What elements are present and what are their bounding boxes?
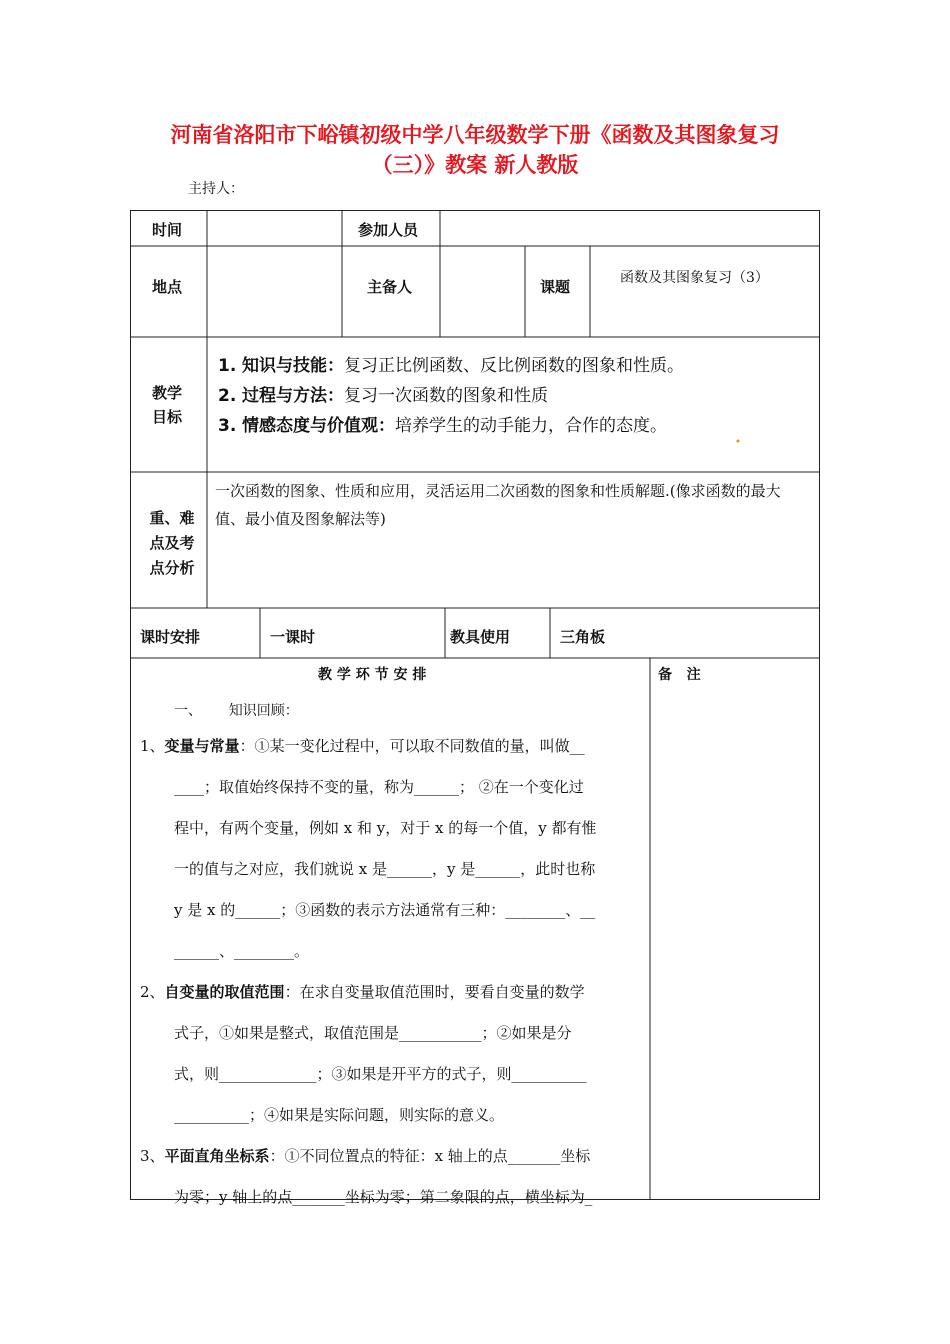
plan-line xyxy=(174,1022,572,1043)
document-title xyxy=(130,120,820,180)
participants-label: 参加人员 xyxy=(358,221,419,239)
focus-text: 一次函数的图象、性质和应用，灵活运用二次函数的图象和性质解题.(像求函数的最大值、最小值及图象解法等) xyxy=(215,482,781,528)
plan-line xyxy=(174,940,309,961)
tools-label: 教具使用 xyxy=(450,628,511,646)
item-term: 变量与常量 xyxy=(164,737,240,755)
goal-number: 2. xyxy=(218,386,237,406)
plan-line xyxy=(174,1063,587,1084)
plan-line xyxy=(140,1145,590,1166)
remarks-heading: 备 注 xyxy=(658,667,701,683)
item-number: 1、 xyxy=(140,737,165,755)
goal-text: 复习正比例函数、反比例函数的图象和性质。 xyxy=(344,356,684,376)
goal-item xyxy=(218,411,667,436)
goal-number: 3. xyxy=(218,416,237,436)
goal-text: 复习一次函数的图象和性质 xyxy=(344,386,548,406)
item-term: 自变量的取值范围 xyxy=(164,983,285,1001)
topic-value: 函数及其图象复习（3） xyxy=(620,270,769,286)
plan-line xyxy=(174,776,584,797)
item-text: 式，则_____________；③如果是开平方的式子，则__________ xyxy=(174,1065,587,1083)
plan-heading: 教 学 环 节 安 排 xyxy=(318,667,427,683)
time-label: 时间 xyxy=(152,221,183,239)
item-text: ：在求自变量取值范围时，要看自变量的数学 xyxy=(284,983,585,1001)
preparer-label: 主备人 xyxy=(367,278,413,296)
item-text: ______、________。 xyxy=(174,942,310,960)
item-text: ：①某一变化过程中，可以取不同数值的量，叫做__ xyxy=(239,737,585,755)
period-label: 课时安排 xyxy=(140,628,201,646)
plan-line xyxy=(174,817,596,838)
item-number: 2、 xyxy=(140,983,165,1001)
place-label: 地点 xyxy=(152,278,183,296)
item-text: ____；取值始终保持不变的量，称为______； ②在一个变化过 xyxy=(174,778,584,796)
item-text: ：①不同位置点的特征：x 轴上的点_______坐标 xyxy=(269,1147,591,1165)
item-text: 一的值与之对应，我们就说 x 是______，y 是______，此时也称 xyxy=(174,860,596,878)
plan-line xyxy=(174,899,595,920)
title-line-2: （三）》教案 新人教版 xyxy=(371,153,579,177)
topic-label: 课题 xyxy=(540,278,571,296)
item-term: 平面直角坐标系 xyxy=(164,1147,270,1165)
item-text: __________；④如果是实际问题，则实际的意义。 xyxy=(174,1106,505,1124)
period-value: 一课时 xyxy=(270,628,316,646)
item-text: y 是 x 的______；③函数的表示方法通常有三种：________、__ xyxy=(174,901,596,919)
section-heading: 一、 知识回顾： xyxy=(174,703,299,719)
tools-value: 三角板 xyxy=(560,628,606,646)
goals-label: 教学 目标 xyxy=(152,384,183,426)
goal-key: 知识与技能： xyxy=(242,356,344,376)
plan-line xyxy=(140,981,585,1002)
item-text: 式子，①如果是整式，取值范围是___________；②如果是分 xyxy=(174,1024,572,1042)
goal-key: 情感态度与价值观： xyxy=(242,416,395,436)
goal-text: 培养学生的动手能力，合作的态度。 xyxy=(395,416,667,436)
host-label: 主持人： xyxy=(188,181,244,197)
plan-line xyxy=(174,858,595,879)
item-text: 为零；y 轴上的点_______坐标为零；第二象限的点，横坐标为_ xyxy=(174,1188,593,1206)
goal-item xyxy=(218,351,684,376)
item-number: 3、 xyxy=(140,1147,165,1165)
focus-label: 重、难 点及考 点分析 xyxy=(149,509,195,577)
plan-line xyxy=(174,1186,592,1207)
title-line-1: 河南省洛阳市下峪镇初级中学八年级数学下册《函数及其图象复习 xyxy=(170,123,780,147)
goal-key: 过程与方法： xyxy=(242,386,344,406)
plan-line xyxy=(140,735,585,756)
goal-number: 1. xyxy=(218,356,237,376)
lesson-plan-table xyxy=(130,210,820,1206)
goal-item xyxy=(218,381,548,406)
item-text: 程中，有两个变量，例如 x 和 y，对于 x 的每一个值，y 都有惟 xyxy=(174,819,597,837)
plan-line xyxy=(174,1104,504,1125)
